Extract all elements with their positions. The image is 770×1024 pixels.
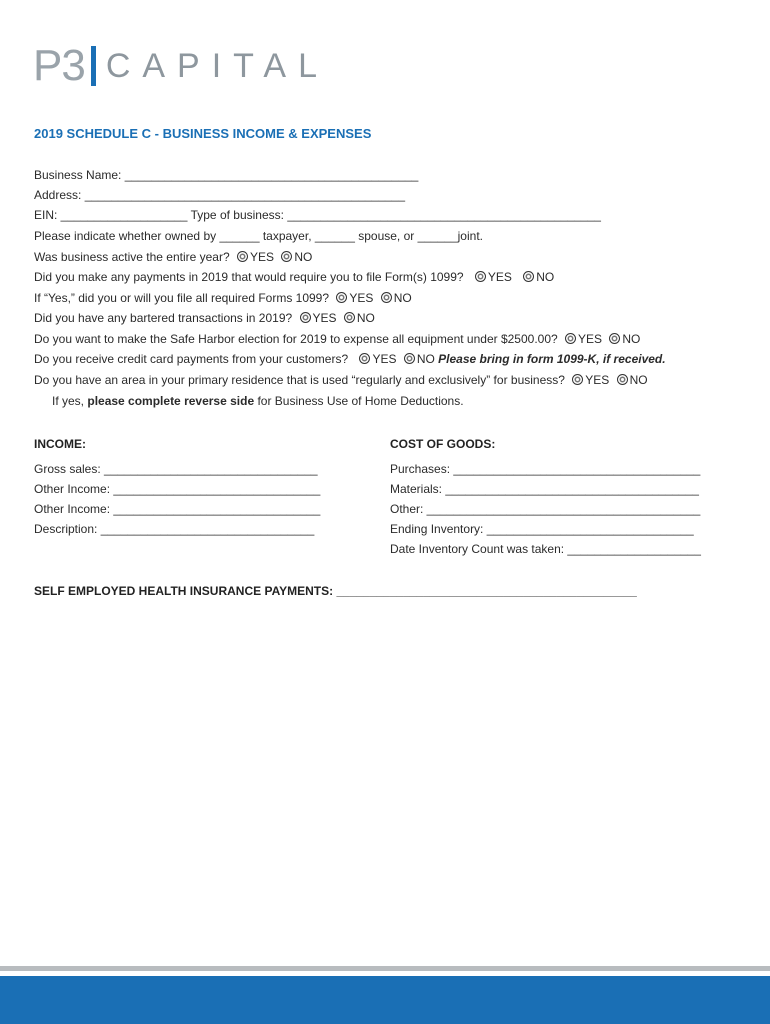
- reverse-post: for Business Use of Home Deductions.: [257, 394, 464, 408]
- safeharbor-question-text: Do you want to make the Safe Harbor election for 2019 to expense all equipment under $2500.00?: [34, 332, 558, 346]
- home-question-text: Do you have an area in your primary residence that is used “regularly and exclusively” for business?: [34, 373, 565, 387]
- form1099-no-label: NO: [536, 270, 555, 284]
- description-field[interactable]: Description: ________________________________: [34, 522, 315, 536]
- creditcard-no-label: NO: [416, 352, 435, 366]
- active-yes-label: YES: [250, 250, 275, 264]
- filed1099-yes-label: YES: [349, 291, 374, 305]
- active-no-label: NO: [294, 250, 313, 264]
- ein-type-field[interactable]: EIN: ___________________ Type of business: _______________________________________________: [34, 208, 601, 222]
- home-no-radio-icon[interactable]: [617, 374, 628, 385]
- ending-inventory-field[interactable]: Ending Inventory: _______________________________: [390, 522, 694, 536]
- safeharbor-yes-label: YES: [578, 332, 603, 346]
- cogs-heading: COST OF GOODS:: [390, 437, 496, 451]
- other-cogs-field[interactable]: Other: _________________________________________: [390, 502, 701, 516]
- ownership-field[interactable]: Please indicate whether owned by ______ taxpayer, ______ spouse, or ______joint.: [34, 229, 483, 243]
- filed1099-question-text: If “Yes,” did you or will you file all required Forms 1099?: [34, 291, 330, 305]
- logo-divider: [91, 46, 96, 86]
- barter-question: [34, 311, 375, 325]
- home-yes-radio-icon[interactable]: [572, 374, 583, 385]
- purchases-field[interactable]: Purchases: _____________________________________: [390, 462, 701, 476]
- active-question: [34, 250, 312, 264]
- footer-blue-band: [0, 976, 770, 1024]
- creditcard-question-text: Do you receive credit card payments from your customers?: [34, 352, 349, 366]
- filed1099-no-radio-icon[interactable]: [381, 292, 392, 303]
- business-name-field[interactable]: Business Name: ____________________________________________: [34, 168, 419, 182]
- other-income-field-2[interactable]: Other Income: _______________________________: [34, 502, 321, 516]
- safeharbor-question: [34, 332, 640, 346]
- active-question-text: Was business active the entire year?: [34, 250, 230, 264]
- barter-no-label: NO: [356, 311, 375, 325]
- home-question: [34, 373, 648, 387]
- filed1099-question: [34, 291, 412, 305]
- materials-field[interactable]: Materials: ______________________________________: [390, 482, 699, 496]
- form-title: 2019 SCHEDULE C - BUSINESS INCOME & EXPENSES: [34, 126, 372, 141]
- form1099-yes-label: YES: [487, 270, 512, 284]
- reverse-side-note: [52, 394, 464, 408]
- barter-no-radio-icon[interactable]: [344, 312, 355, 323]
- reverse-bold: please complete reverse side: [87, 394, 255, 408]
- creditcard-note: Please bring in form 1099-K, if received.: [438, 352, 666, 366]
- home-yes-label: YES: [585, 373, 610, 387]
- creditcard-question: [34, 352, 666, 366]
- home-no-label: NO: [629, 373, 648, 387]
- safeharbor-no-label: NO: [622, 332, 641, 346]
- barter-question-text: Did you have any bartered transactions in 2019?: [34, 311, 293, 325]
- form1099-question: [34, 270, 554, 284]
- form1099-question-text: Did you make any payments in 2019 that would require you to file Form(s) 1099?: [34, 270, 464, 284]
- form1099-no-radio-icon[interactable]: [523, 271, 534, 282]
- reverse-pre: If yes,: [52, 394, 85, 408]
- logo-p3: P3: [33, 41, 85, 90]
- barter-yes-radio-icon[interactable]: [300, 312, 311, 323]
- footer-grey-stripe: [0, 966, 770, 971]
- active-yes-radio-icon[interactable]: [237, 251, 248, 262]
- other-income-field-1[interactable]: Other Income: _______________________________: [34, 482, 321, 496]
- inventory-date-field[interactable]: Date Inventory Count was taken: ____________________: [390, 542, 701, 556]
- p3-capital-logo: [33, 41, 330, 90]
- filed1099-no-label: NO: [393, 291, 412, 305]
- safeharbor-no-radio-icon[interactable]: [609, 333, 620, 344]
- gross-sales-field[interactable]: Gross sales: ________________________________: [34, 462, 318, 476]
- form1099-yes-radio-icon[interactable]: [475, 271, 486, 282]
- safeharbor-yes-radio-icon[interactable]: [565, 333, 576, 344]
- active-no-radio-icon[interactable]: [281, 251, 292, 262]
- health-insurance-field[interactable]: SELF EMPLOYED HEALTH INSURANCE PAYMENTS: _____________________________________________: [34, 584, 637, 598]
- filed1099-yes-radio-icon[interactable]: [336, 292, 347, 303]
- creditcard-yes-label: YES: [372, 352, 397, 366]
- logo-capital: CAPITAL: [105, 47, 330, 85]
- income-heading: INCOME:: [34, 437, 86, 451]
- creditcard-no-radio-icon[interactable]: [404, 353, 415, 364]
- barter-yes-label: YES: [312, 311, 337, 325]
- creditcard-yes-radio-icon[interactable]: [359, 353, 370, 364]
- address-field[interactable]: Address: ________________________________________________: [34, 188, 406, 202]
